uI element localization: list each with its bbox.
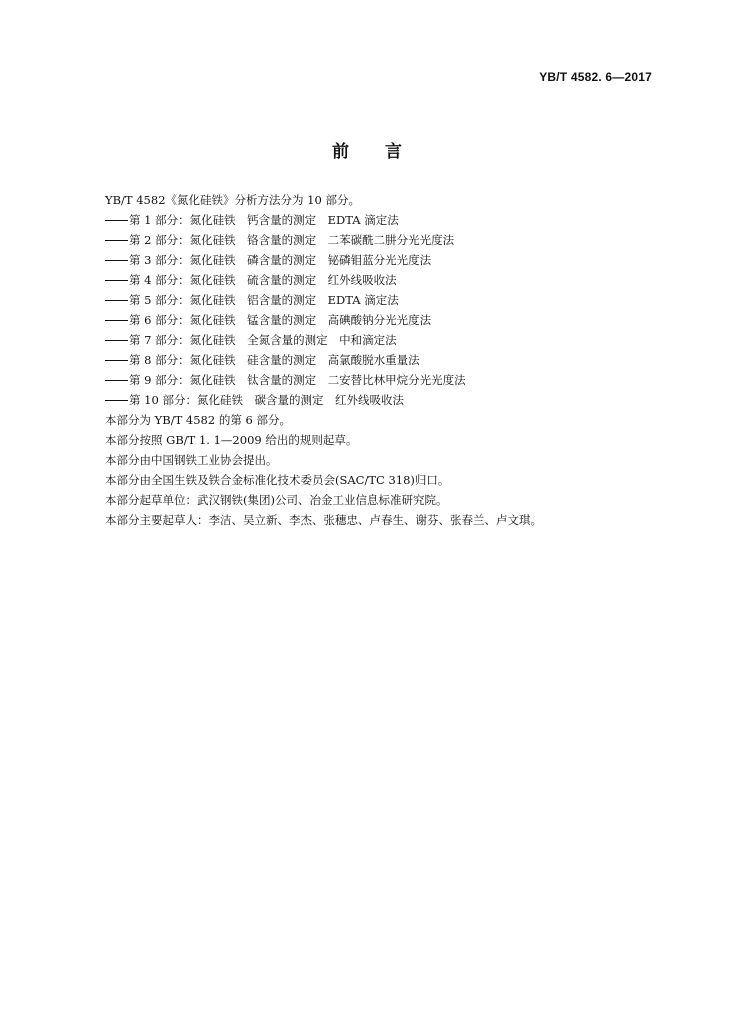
statement-technical-committee: 本部分由全国生铁及铁合金标准化技术委员会(SAC/TC 318)归口。 [105,473,450,487]
part-list-item [105,230,665,250]
part-list-item-text: 第 3 部分：氮化硅铁 磷含量的测定 铋磷钼蓝分光光度法 [129,253,432,267]
part-list-item-text: 第 7 部分：氮化硅铁 全氮含量的测定 中和滴定法 [129,333,397,347]
statement-drafters: 本部分主要起草人：李洁、吴立新、李杰、张穗忠、卢春生、谢芬、张春兰、卢文琪。 [105,513,542,527]
statement-drafting-rules: 本部分按照 GB/T 1. 1—2009 给出的规则起草。 [105,433,358,447]
em-dash-mark [105,270,129,290]
part-list-item [105,370,665,390]
part-list-item-text: 第 2 部分：氮化硅铁 铬含量的测定 二苯碳酰二肼分光光度法 [129,233,455,247]
em-dash-mark [105,310,129,330]
part-list-item [105,390,665,410]
page-title: 前言 [332,142,438,162]
part-list-item [105,350,665,370]
em-dash-mark [105,370,129,390]
part-list-item-text: 第 8 部分：氮化硅铁 硅含量的测定 高氯酸脱水重量法 [129,353,420,367]
em-dash-mark [105,330,129,350]
foreword-body [105,190,665,530]
intro-paragraph: YB/T 4582《氮化硅铁》分析方法分为 10 部分。 [105,193,360,207]
statement-part-number: 本部分为 YB/T 4582 的第 6 部分。 [105,413,291,427]
em-dash-mark [105,230,129,250]
statement-drafting-units: 本部分起草单位：武汉钢铁(集团)公司、冶金工业信息标准研究院。 [105,493,448,507]
em-dash-mark [105,390,129,410]
part-list-item [105,330,665,350]
part-list-item-text: 第 4 部分：氮化硅铁 硫含量的测定 红外线吸收法 [129,273,397,287]
part-list-item-text: 第 1 部分：氮化硅铁 钙含量的测定 EDTA 滴定法 [129,213,399,227]
em-dash-mark [105,250,129,270]
em-dash-mark [105,210,129,230]
document-code: YB/T 4582. 6—2017 [539,70,652,84]
em-dash-mark [105,350,129,370]
part-list-item-text: 第 9 部分：氮化硅铁 钛含量的测定 二安替比林甲烷分光光度法 [129,373,466,387]
part-list-item [105,290,665,310]
part-list-item [105,310,665,330]
part-list-item-text: 第 10 部分：氮化硅铁 碳含量的测定 红外线吸收法 [129,393,404,407]
part-list-item [105,250,665,270]
statement-proposer: 本部分由中国钢铁工业协会提出。 [105,453,278,467]
part-list-item-text: 第 6 部分：氮化硅铁 锰含量的测定 高碘酸钠分光光度法 [129,313,432,327]
part-list-item-text: 第 5 部分：氮化硅铁 铝含量的测定 EDTA 滴定法 [129,293,399,307]
em-dash-mark [105,290,129,310]
part-list-item [105,210,665,230]
part-list-item [105,270,665,290]
